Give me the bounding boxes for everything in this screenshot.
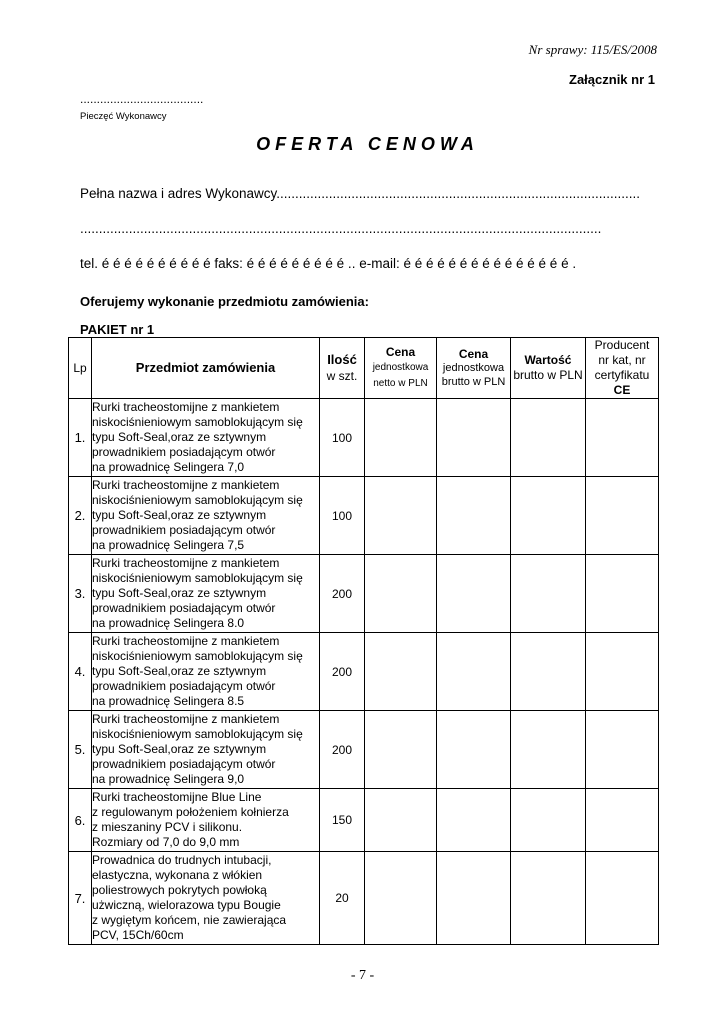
row-quantity: 100	[320, 399, 365, 477]
row-gross-price-cell[interactable]	[437, 399, 511, 477]
row-net-price-cell[interactable]	[365, 789, 437, 852]
row-producer-cell[interactable]	[586, 852, 659, 945]
table-row	[69, 633, 659, 711]
row-quantity: 150	[320, 789, 365, 852]
offer-intro: Oferujemy wykonanie przedmiotu zamówienia:	[80, 294, 369, 309]
row-lp: 2.	[69, 477, 92, 555]
header-value: Wartość brutto w PLN	[511, 338, 586, 399]
row-quantity: 20	[320, 852, 365, 945]
attachment-label: Załącznik nr 1	[569, 72, 655, 87]
row-net-price-cell[interactable]	[365, 852, 437, 945]
row-value-cell[interactable]	[511, 633, 586, 711]
header-subject: Przedmiot zamówienia	[92, 338, 320, 399]
row-description: Rurki tracheostomijne z mankietem niskociśnieniowym samoblokującym się typu Soft-Seal,oraz ze sztywnym prowadnikiem posiadającym otwór na prowadnicę Selingera 7,0	[92, 399, 320, 477]
page-number: - 7 -	[350, 968, 375, 983]
row-quantity: 100	[320, 477, 365, 555]
row-description: Rurki tracheostomijne Blue Line z regulowanym położeniem kołnierza z mieszaniny PCV i silikonu. Rozmiary od 7,0 do 9,0 mm	[92, 789, 320, 852]
row-gross-price-cell[interactable]	[437, 789, 511, 852]
row-gross-price-cell[interactable]	[437, 633, 511, 711]
row-value-cell[interactable]	[511, 555, 586, 633]
header-net-price: Cena jednostkowa netto w PLN	[365, 338, 437, 399]
header-gross-price: Cena jednostkowa brutto w PLN	[437, 338, 511, 399]
stamp-dots: .....................................	[80, 92, 204, 106]
row-lp: 5.	[69, 711, 92, 789]
row-gross-price-cell[interactable]	[437, 555, 511, 633]
offer-table	[68, 337, 659, 945]
row-description: Prowadnica do trudnych intubacji, elastyczna, wykonana z włókien poliestrowych pokrytych powłoką użwiczną, wielorazowa typu Bougie z wygiętym końcem, nie zawierająca PCV, 15Ch/60cm	[92, 852, 320, 945]
row-value-cell[interactable]	[511, 477, 586, 555]
table-row	[69, 399, 659, 477]
contractor-dots-line: ...........................................................................................................................................	[80, 221, 602, 236]
header-producer: Producent nr kat, nr certyfikatu CE	[586, 338, 659, 399]
row-producer-cell[interactable]	[586, 399, 659, 477]
row-description: Rurki tracheostomijne z mankietem niskociśnieniowym samoblokującym się typu Soft-Seal,oraz ze sztywnym prowadnikiem posiadającym otwór na prowadnicę Selingera 8.5	[92, 633, 320, 711]
row-description: Rurki tracheostomijne z mankietem niskociśnieniowym samoblokującym się typu Soft-Seal,oraz ze sztywnym prowadnikiem posiadającym otwór na prowadnicę Selingera 7,5	[92, 477, 320, 555]
package-label: PAKIET nr 1	[80, 322, 155, 337]
row-producer-cell[interactable]	[586, 633, 659, 711]
row-lp: 6.	[69, 789, 92, 852]
stamp-label: Pieczęć Wykonawcy	[80, 111, 167, 122]
row-lp: 4.	[69, 633, 92, 711]
table-row	[69, 555, 659, 633]
row-gross-price-cell[interactable]	[437, 477, 511, 555]
row-description: Rurki tracheostomijne z mankietem niskociśnieniowym samoblokującym się typu Soft-Seal,oraz ze sztywnym prowadnikiem posiadającym otwór na prowadnicę Selingera 9,0	[92, 711, 320, 789]
row-value-cell[interactable]	[511, 789, 586, 852]
case-number: Nr sprawy: 115/ES/2008	[528, 42, 657, 57]
row-net-price-cell[interactable]	[365, 477, 437, 555]
row-gross-price-cell[interactable]	[437, 852, 511, 945]
header-lp: Lp	[69, 338, 92, 399]
row-lp: 7.	[69, 852, 92, 945]
contractor-name-line: Pełna nazwa i adres Wykonawcy.................................................................................................	[80, 186, 641, 201]
row-net-price-cell[interactable]	[365, 399, 437, 477]
header-quantity: Ilość w szt.	[320, 338, 365, 399]
row-producer-cell[interactable]	[586, 789, 659, 852]
row-producer-cell[interactable]	[586, 477, 659, 555]
row-description: Rurki tracheostomijne z mankietem niskociśnieniowym samoblokującym się typu Soft-Seal,oraz ze sztywnym prowadnikiem posiadającym otwór na prowadnicę Selingera 8.0	[92, 555, 320, 633]
row-lp: 1.	[69, 399, 92, 477]
row-net-price-cell[interactable]	[365, 711, 437, 789]
document-title: OFERTA CENOWA	[256, 134, 479, 154]
contractor-contact-line: tel. é é é é é é é é é é faks: é é é é é é é é é .. e-mail: é é é é é é é é é é é é é é é .	[80, 256, 577, 271]
row-value-cell[interactable]	[511, 852, 586, 945]
table-row	[69, 852, 659, 945]
row-value-cell[interactable]	[511, 399, 586, 477]
row-producer-cell[interactable]	[586, 711, 659, 789]
table-row	[69, 477, 659, 555]
row-producer-cell[interactable]	[586, 555, 659, 633]
row-quantity: 200	[320, 711, 365, 789]
row-value-cell[interactable]	[511, 711, 586, 789]
row-net-price-cell[interactable]	[365, 633, 437, 711]
row-net-price-cell[interactable]	[365, 555, 437, 633]
row-lp: 3.	[69, 555, 92, 633]
row-gross-price-cell[interactable]	[437, 711, 511, 789]
table-row	[69, 711, 659, 789]
row-quantity: 200	[320, 633, 365, 711]
row-quantity: 200	[320, 555, 365, 633]
table-row	[69, 789, 659, 852]
